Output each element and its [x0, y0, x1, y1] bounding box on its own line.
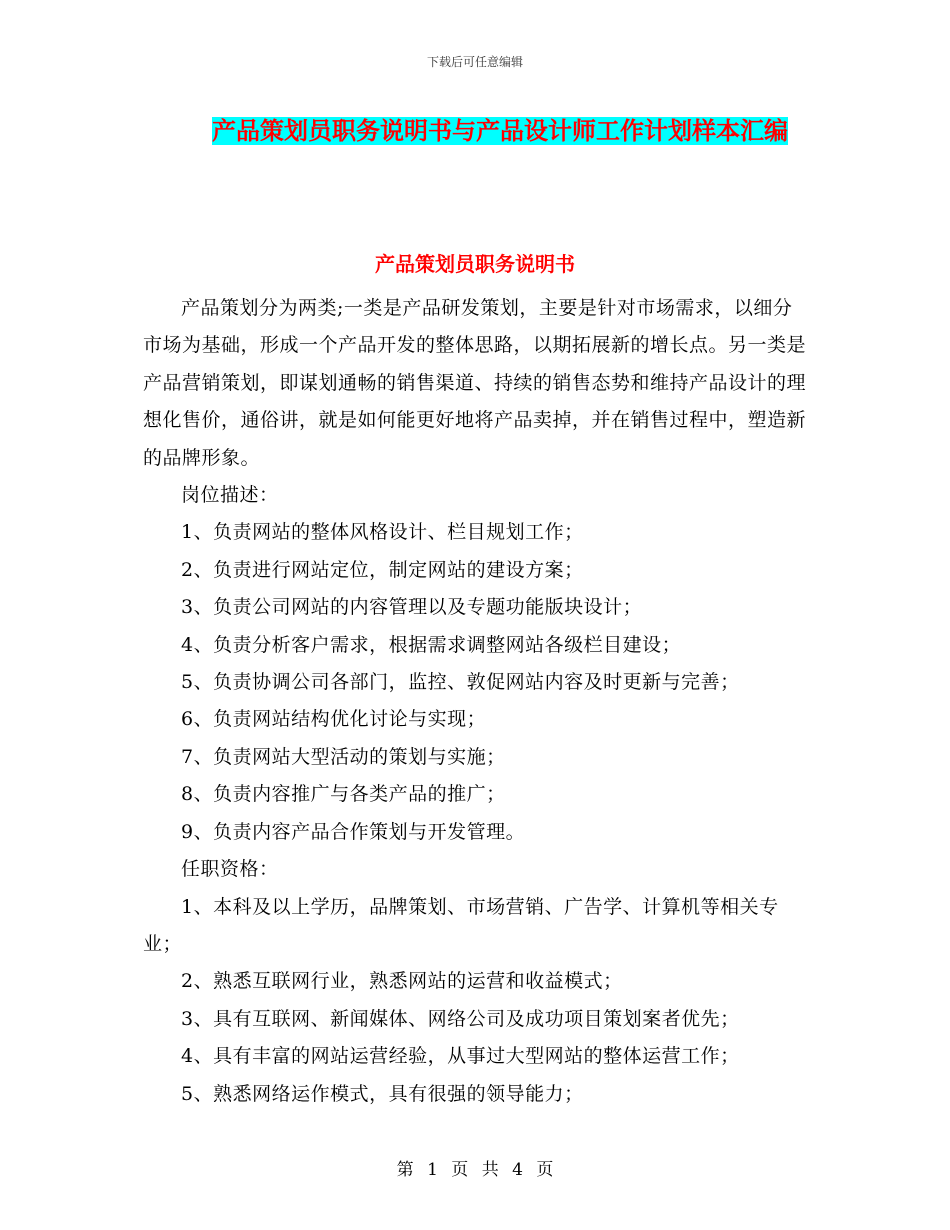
duty-item: 1、负责网站的整体风格设计、栏目规划工作；: [181, 521, 584, 544]
qualification-item: 1、本科及以上学历，品牌策划、市场营销、广告学、计算机等相关专业；: [143, 895, 779, 955]
document-title-text: 产品策划员职务说明书与产品设计师工作计划样本汇编: [212, 117, 788, 145]
duties-heading: 岗位描述：: [181, 484, 279, 507]
qualification-item: 5、熟悉网络运作模式，具有很强的领导能力；: [181, 1082, 584, 1105]
intro-paragraph: 产品策划分为两类;一类是产品研发策划，主要是针对市场需求，以细分市场为基础，形成一个产品开发的整体思路，以期拓展新的增长点。另一类是产品营销策划，即谋划通畅的销售渠道、持续的销售态势和维持产品设计的理想化售价，通俗讲，就是如何能更好地将产品卖掉，并在销售过程中，塑造新的品牌形象。: [143, 297, 807, 469]
duty-item: 5、负责协调公司各部门，监控、敦促网站内容及时更新与完善；: [181, 671, 740, 694]
duty-item: 7、负责网站大型活动的策划与实施；: [181, 745, 506, 768]
duty-item: 8、负责内容推广与各类产品的推广；: [181, 783, 506, 806]
document-body: [143, 290, 808, 1113]
duty-item: 2、负责进行网站定位，制定网站的建设方案；: [181, 558, 584, 581]
qualifications-heading: 任职资格：: [181, 858, 279, 881]
duty-item: 6、负责网站结构优化讨论与实现；: [181, 708, 487, 731]
section-title: 产品策划员职务说明书: [375, 252, 575, 276]
duty-item: 9、负责内容产品合作策划与开发管理。: [181, 820, 526, 843]
document-title: [180, 108, 820, 154]
duty-item: 3、负责公司网站的内容管理以及专题功能版块设计；: [181, 596, 643, 619]
page-number-footer: 第 1 页 共 4 页: [396, 1160, 554, 1180]
page-header-note: 下载后可任意编辑: [426, 55, 523, 69]
duty-item: 4、负责分析客户需求，根据需求调整网站各级栏目建设；: [181, 633, 682, 656]
qualification-item: 3、具有互联网、新闻媒体、网络公司及成功项目策划案者优先；: [181, 1007, 740, 1030]
qualification-item: 4、具有丰富的网站运营经验，从事过大型网站的整体运营工作；: [181, 1045, 740, 1068]
qualification-item: 2、熟悉互联网行业，熟悉网站的运营和收益模式；: [181, 970, 623, 993]
